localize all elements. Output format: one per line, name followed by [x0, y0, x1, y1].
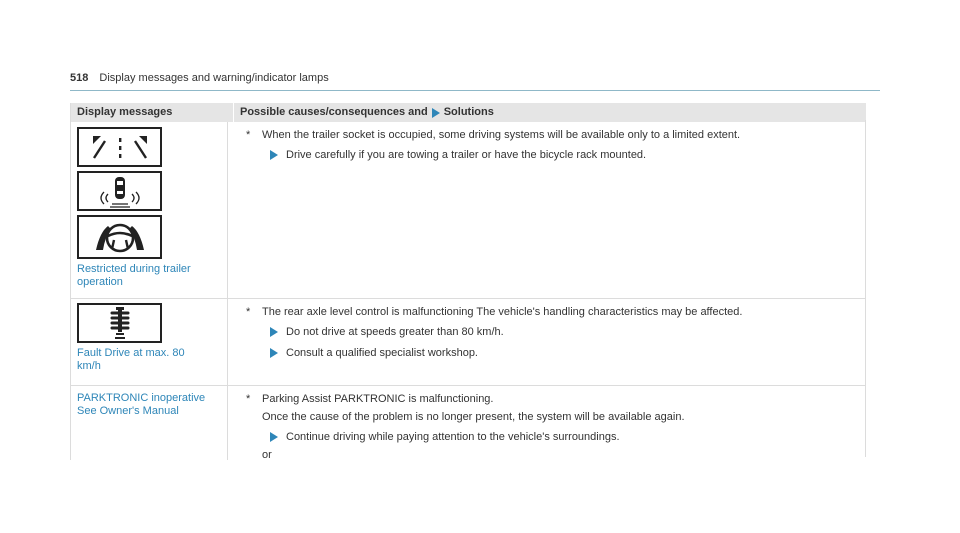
- message-text: Restricted during trailer operation: [77, 263, 191, 288]
- trailing-text: or: [262, 449, 272, 461]
- solution-arrow-icon: [432, 108, 440, 118]
- cause-text: The rear axle level control is malfunctioning The vehicle's handling characteristics may be affected.: [262, 306, 743, 318]
- footnote-marker: *: [246, 129, 251, 141]
- column-header-causes-label: Possible causes/consequences and: [240, 106, 428, 118]
- solution-arrow-icon: [270, 327, 278, 337]
- page-header-title: Display messages and warning/indicator lamps: [99, 72, 329, 84]
- cause-extra-text: Once the cause of the problem is no longer present, the system will be available again.: [262, 411, 685, 423]
- footnote-marker: *: [246, 393, 251, 405]
- solution-step: Consult a qualified specialist workshop.: [268, 346, 866, 360]
- display-message-cell: [71, 386, 227, 460]
- message-text: Fault Drive at max. 80 km/h: [77, 347, 185, 372]
- table-header: [71, 103, 866, 122]
- cause-cell: [227, 299, 866, 385]
- solution-arrow-icon: [270, 432, 278, 442]
- display-message-cell: [71, 299, 227, 385]
- column-header-causes: [233, 103, 866, 122]
- parking-sensors-car-icon: [77, 171, 162, 211]
- solution-step: Drive carefully if you are towing a trailer or have the bicycle rack mounted.: [268, 148, 866, 162]
- steering-wheel-hands-icon: [77, 215, 162, 259]
- footnote-marker: *: [246, 306, 251, 318]
- messages-table: [70, 103, 866, 460]
- column-header-solutions-label: Solutions: [443, 106, 494, 118]
- column-header-display-messages: Display messages: [77, 106, 173, 118]
- cause-cell: [227, 122, 866, 298]
- page-header: [70, 72, 329, 84]
- suspension-spring-icon: [77, 303, 162, 343]
- table-row: [71, 386, 866, 460]
- table-row: [71, 299, 866, 386]
- cause-text: When the trailer socket is occupied, some driving systems will be available only to a limited extent.: [262, 129, 741, 141]
- solution-arrow-icon: [270, 348, 278, 358]
- solution-step: Continue driving while paying attention to the vehicle's surroundings.: [268, 430, 866, 444]
- page-number: 518: [70, 72, 89, 84]
- message-text: PARKTRONIC inoperative See Owner's Manual: [77, 392, 206, 417]
- header-divider: [70, 90, 880, 91]
- solution-step: Do not drive at speeds greater than 80 km/h.: [268, 325, 866, 339]
- table-row: [71, 122, 866, 299]
- table-right-border: [865, 120, 866, 457]
- solution-arrow-icon: [270, 150, 278, 160]
- cause-cell: [227, 386, 866, 460]
- trailer-lane-icon: [77, 127, 162, 167]
- cause-text: Parking Assist PARKTRONIC is malfunctioning.: [262, 393, 494, 405]
- display-message-cell: [71, 122, 227, 298]
